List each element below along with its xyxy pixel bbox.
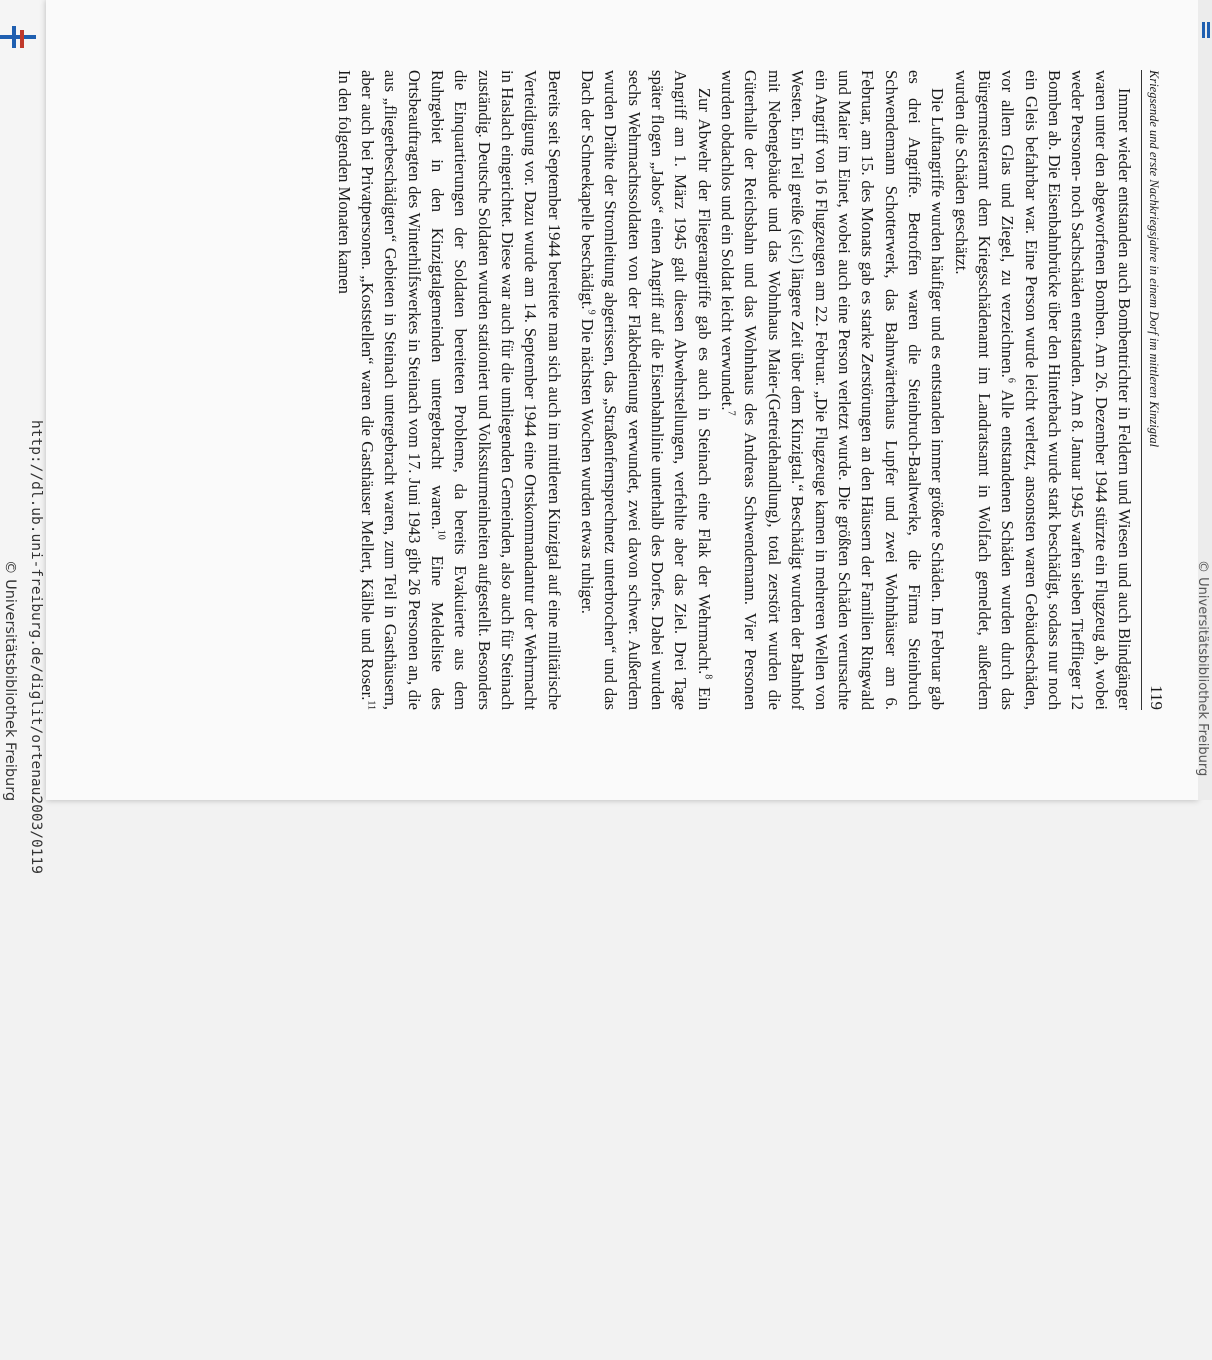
paragraph: Immer wieder entstanden auch Bombentrichter in Feldern und Wiesen und auch Blindgänger waren unter den abgeworfenen Bomben. Am 26. Dezember 1944 stürzte ein Flugzeug ab, wobei weder Personen- noch Sachschäden entstanden. Am 8. Januar 1945 warfen sieben Tiefflieger 12 Bomben ab. Die Eisenbahnbrücke über den Hinterbach wurde stark beschädigt, sodass nur noch ein Gleis befahrbar war. Eine Person wurde leicht verletzt, ansonsten waren Gebäudeschäden, vor allem Glas und Ziegel, zu verzeichnen.$^6$ Alle entstandenen Schäden wurden durch das Bürgermeisteramt dem Kriegsschädenamt im Landratsamt in Wolfach gemeldet, außerdem wurden die Schäden geschätzt. [951,70,1134,710]
footnote-marker: 6 [1005,377,1017,383]
document-page [46,0,1198,800]
rotated-page-content [86,50,1166,710]
page-number: 119 [1147,685,1166,710]
footnote-marker: 7 [725,410,737,416]
library-logo-icon [0,22,40,52]
footnote-marker: 11 [365,700,377,710]
footnote-marker: 10 [435,529,447,540]
document-url[interactable]: http://dl.ub.uni-freiburg.de/diglit/ortenau2003/0119 [28,420,44,874]
paragraph: Die Luftangriffe wurden häufiger und es entstanden immer größere Schäden. Im Februar gab es drei Angriffe. Betroffen waren die Steinbruch-Baaltwerke, die Firma Steinbruch Schwendemann Schotterwerk, das Bahnwärterhaus Lupfer und zwei Wohnhäuser am 6. Februar, am 15. des Monats gab es starke Zerstörungen an den Häusern der Familien Ringwald und Maier im Einet, wobei auch eine Person verletzt wurde. Die größten Schäden verursachte ein Angriff von 16 Flugzeugen am 22. Februar. „Die Flugzeuge kamen in mehreren Wellen von Westen. Ein Teil greiße (sic!) längere Zeit über dem Kinzigtal.“ Beschädigt wurden der Bahnhof mit Nebengebäude und das Wohnhaus Maier-(Getreidehandlung), total zerstört wurden die Güterhalle der Reichsbahn und das Wohnhaus des Andreas Schwendemann. Vier Personen wurden obdachlos und ein Soldat leicht verwundet.$^7$ [718,70,948,710]
running-head-title: Kriegsende und erste Nachkriegsjahre in einem Dorf im mittleren Kinzigtal [1147,70,1161,448]
running-head [1141,70,1166,710]
footnote-marker: 9 [585,309,597,315]
adjacent-page-edge: © Universitätsbibliothek Freiburg [1195,560,1210,777]
library-logo-icon [1200,18,1212,42]
copyright-notice: © Universitätsbibliothek Freiburg [2,560,18,802]
paragraph: Bereits seit September 1944 bereitete man sich auch im mittleren Kinzigtal auf eine militärische Verteidigung vor. Dazu wurde am 14. September 1944 eine Ortskommandantur der Wehrmacht in Haslach eingerichtet. Diese war auch für die umliegenden Gemeinden, also auch für Steinach zuständig. Deutsche Soldaten wurden stationiert und Volkssturmeinheiten aufgestellt. Besonders die Einquartierungen der Soldaten bereiteten Probleme, da bereits Evakuierte aus dem Ruhrgebiet in den Kinzigtalgemeinden untergebracht waren.$^{10}$ Eine Meldeliste des Ortsbeauftragten des Winterhilfswerkes in Steinach vom 17. Juni 1943 gibt 26 Personen an, die aus „fliegerbeschädigten“ Gebieten in Steinach untergebracht waren, zum Teil in Gasthäusern, aber auch bei Privatpersonen. „Koststellen“ waren die Gasthäuser Mellert, Kälble und Roser.$^{11}$ In den folgenden Monaten kamen [334,70,564,710]
paragraph: Zur Abwehr der Fliegerangriffe gab es auch in Steinach eine Flak der Wehrmacht.$^8$ Ein Angriff am 1. März 1945 galt diesen Abwehrstellungen, verfehlte aber das Ziel. Drei Tage später flogen „Jabos“ einen Angriff auf die Eisenbahnlinie unterhalb des Dorfes. Dabei wurden sechs Wehrmachtssoldaten von der Flakbedienung verwundet, zwei davon schwer. Außerdem wurden Drähte der Stromleitung abgerissen, das „Straßenfernsprechnetz unterbrochen“ und das Dach der Schneekapelle beschädigt.$^9$ Die nächsten Wochen wurden etwas ruhiger. [578,70,714,710]
body-text [332,70,1136,710]
footnote-marker: 8 [702,674,714,680]
